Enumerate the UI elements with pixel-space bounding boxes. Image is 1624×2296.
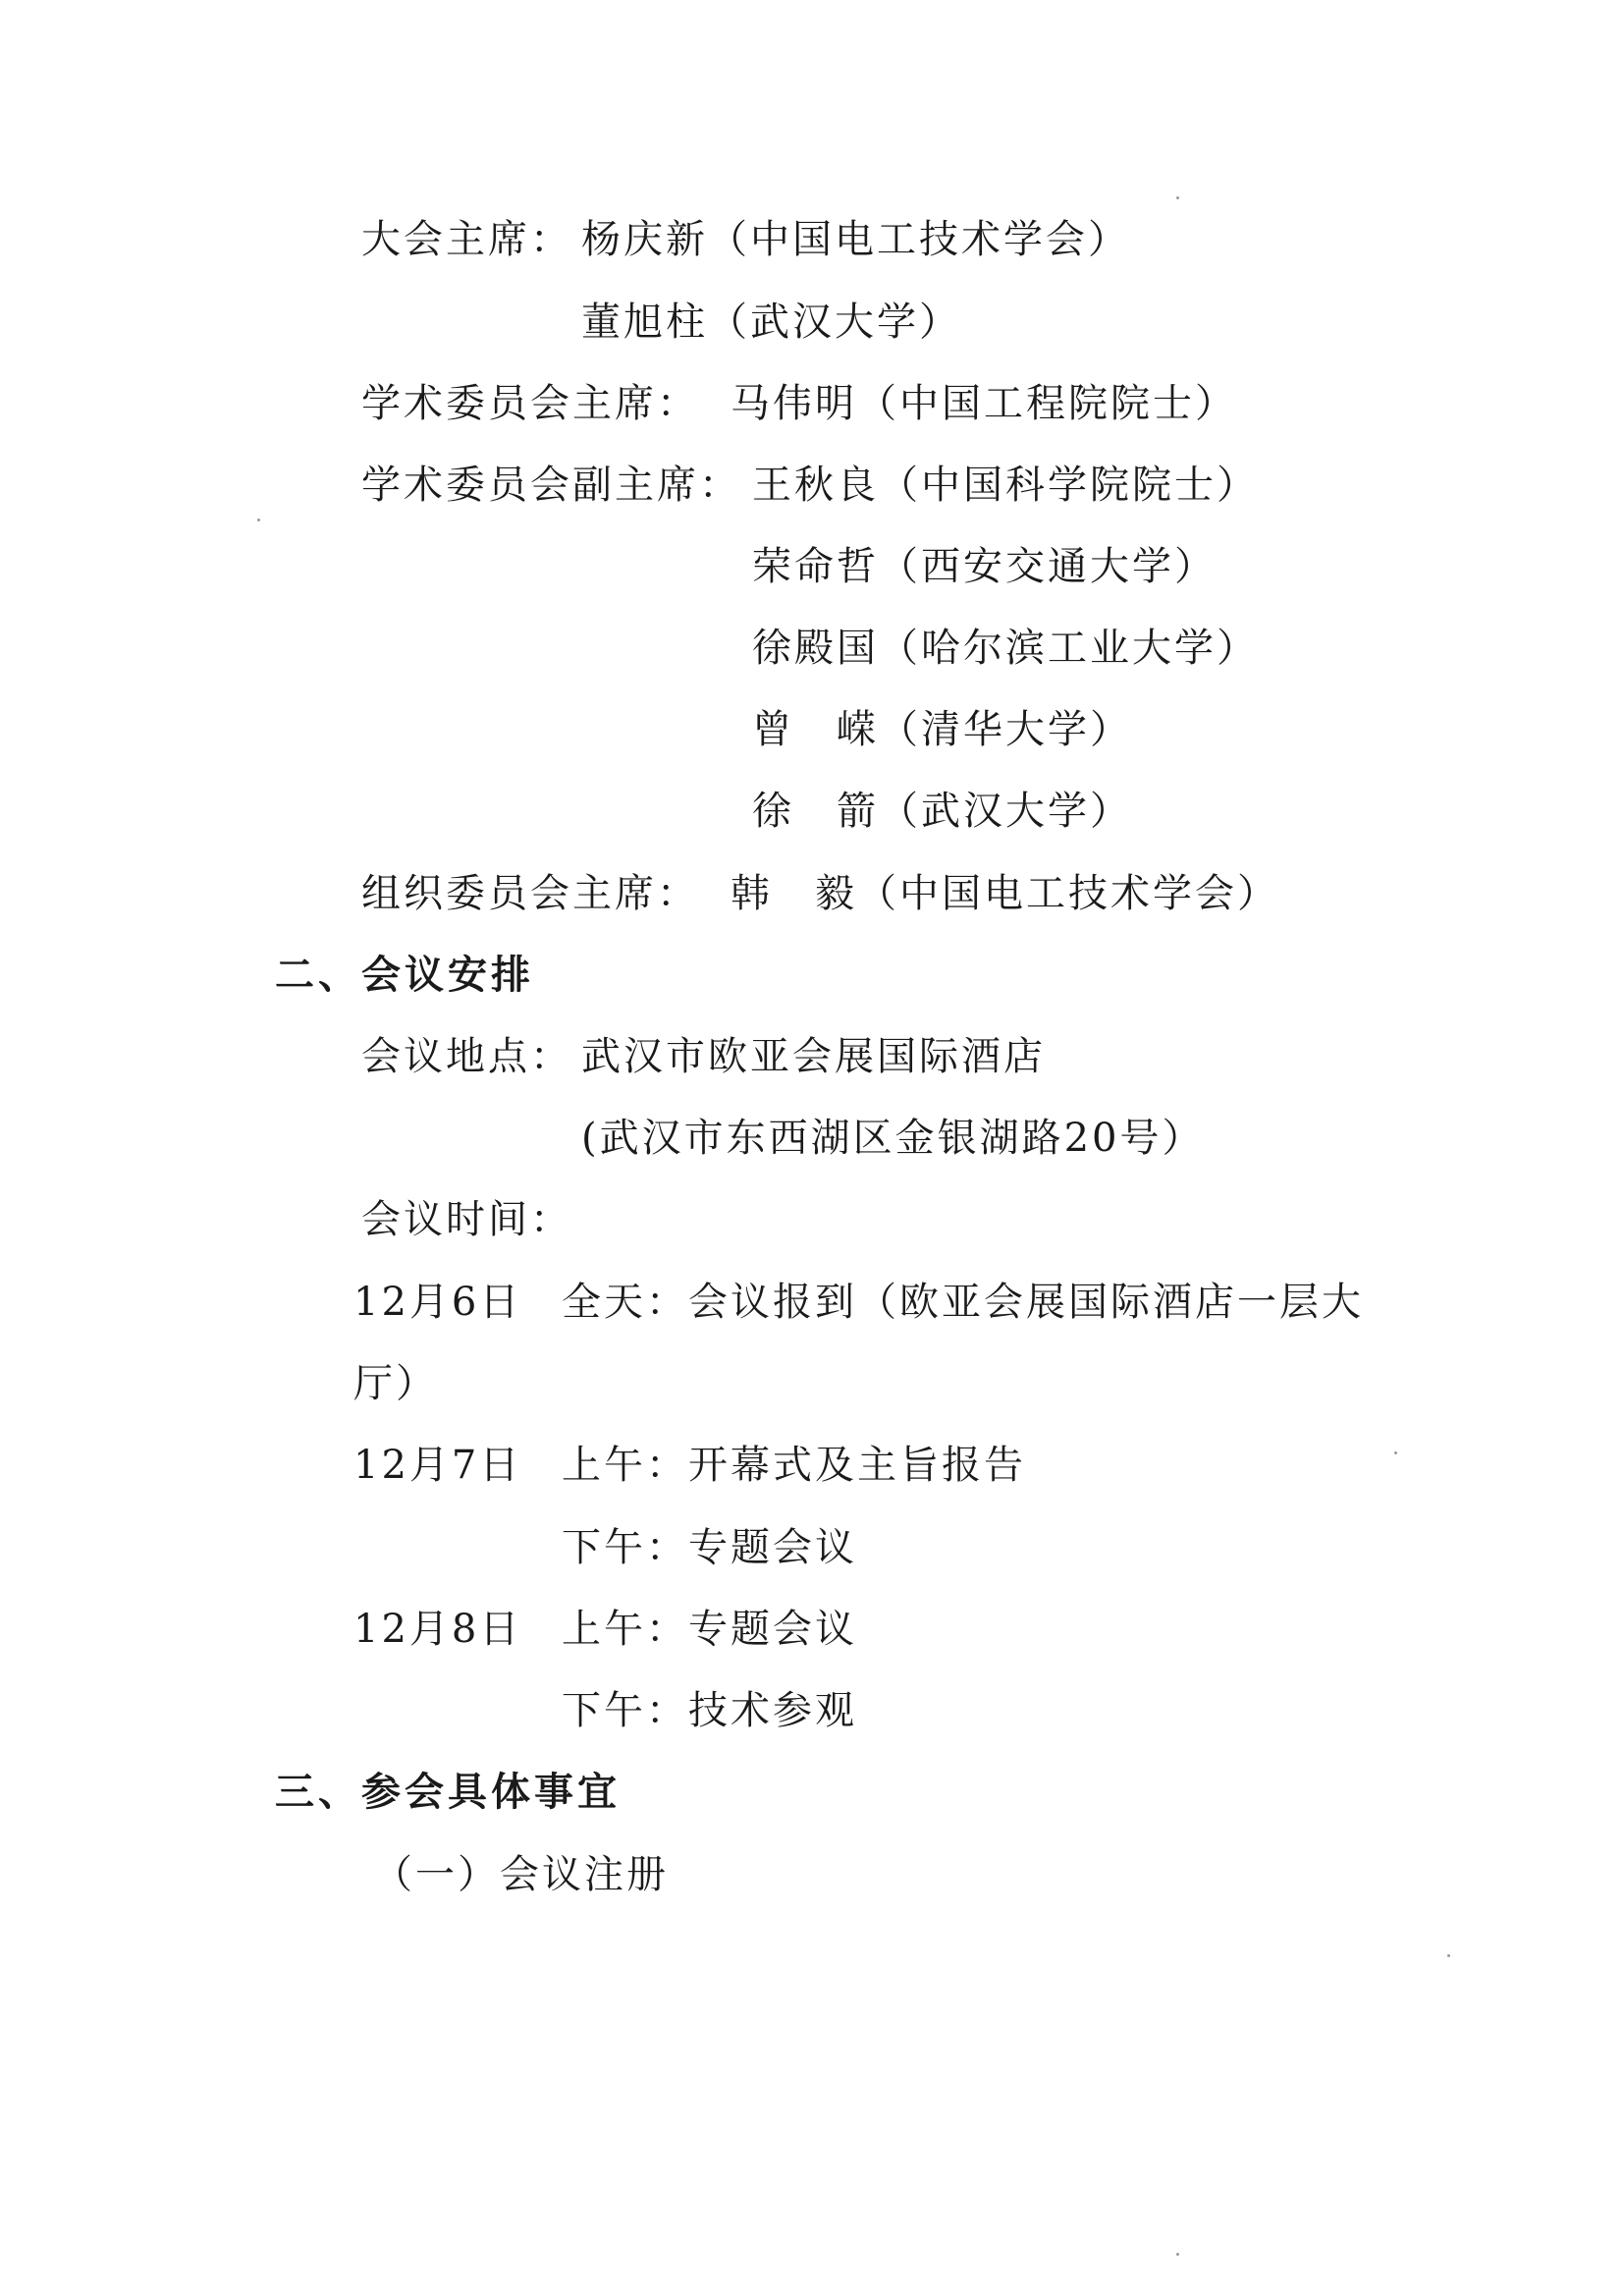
section-heading-details: 三、参会具体事宜	[275, 1770, 621, 1815]
academic-chair-label: 学术委员会主席：	[361, 381, 699, 426]
scan-speck	[1447, 1954, 1450, 1957]
schedule-item: 上午：开幕式及主旨报告	[562, 1443, 1026, 1488]
academic-vice-2: 荣命哲（西安交通大学）	[752, 544, 1217, 589]
schedule-item: 上午：专题会议	[562, 1607, 857, 1652]
academic-vice-3: 徐殿国（哈尔滨工业大学）	[752, 626, 1259, 671]
venue-label: 会议地点：	[361, 1034, 572, 1079]
scan-speck	[1176, 2253, 1179, 2256]
chair-label: 大会主席：	[361, 217, 572, 262]
scan-speck	[1176, 196, 1179, 199]
schedule-date: 12月6日	[353, 1280, 522, 1325]
chair-2: 董旭柱（武汉大学）	[581, 300, 961, 345]
subsection-registration: （一）会议注册	[373, 1852, 669, 1897]
scan-speck	[257, 519, 260, 521]
schedule-date: 12月7日	[353, 1443, 522, 1488]
org-chair-label: 组织委员会主席：	[361, 871, 699, 916]
schedule-item: 下午：技术参观	[562, 1688, 857, 1733]
time-label: 会议时间：	[361, 1197, 572, 1242]
academic-chair: 马伟明（中国工程院院士）	[731, 381, 1237, 426]
chair-1: 杨庆新（中国电工技术学会）	[581, 217, 1130, 262]
section-heading-arrangement: 二、会议安排	[275, 953, 534, 998]
org-chair: 韩 毅（中国电工技术学会）	[731, 871, 1279, 916]
schedule-item: 下午：专题会议	[562, 1525, 857, 1570]
schedule-item: 全天：会议报到（欧亚会展国际酒店一层大	[562, 1280, 1364, 1325]
academic-vice-label: 学术委员会副主席：	[361, 463, 741, 508]
venue: 武汉市欧亚会展国际酒店	[581, 1034, 1046, 1079]
academic-vice-4: 曾 嵘（清华大学）	[752, 707, 1132, 752]
academic-vice-1: 王秋良（中国科学院院士）	[752, 463, 1259, 508]
venue-address: (武汉市东西湖区金银湖路20号）	[581, 1116, 1205, 1161]
schedule-date: 12月8日	[353, 1607, 522, 1652]
scan-speck	[1394, 1451, 1397, 1454]
schedule-item-continuation: 厅）	[353, 1361, 438, 1406]
academic-vice-5: 徐 箭（武汉大学）	[752, 789, 1132, 834]
